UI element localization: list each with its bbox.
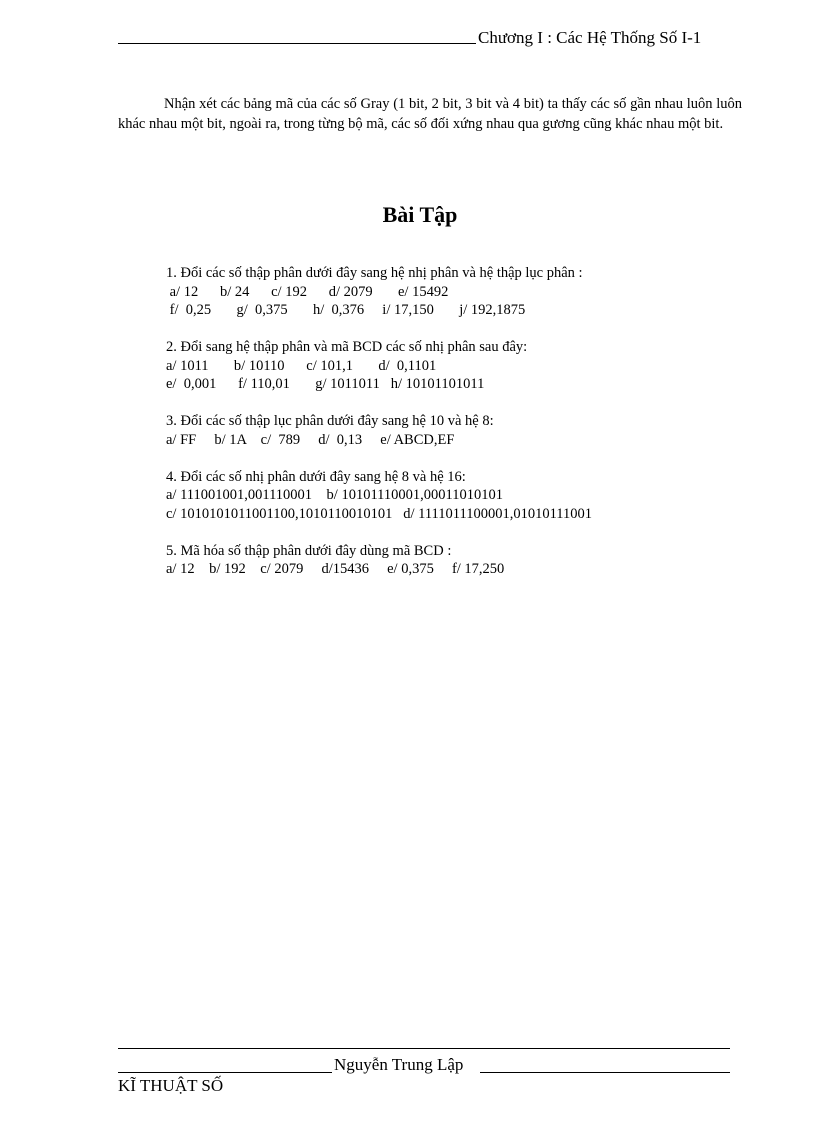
exercise-4: [166, 468, 766, 524]
intro-paragraph: Nhận xét các bảng mã của các số Gray (1 bit, 2 bit, 3 bit và 4 bit) ta thấy các số gần nhau luôn luôn khác nhau một bit, ngoài ra, trong từng bộ mã, các số đối xứng nhau qua gương cũng khác nhau một bit.: [118, 96, 742, 132]
exercise-list: [166, 264, 766, 597]
header-rule: [118, 43, 476, 44]
footer-rule-right: [480, 1072, 730, 1073]
header-title: Chương I : Các Hệ Thống Số I-1: [478, 28, 702, 47]
exercise-1: [166, 264, 766, 320]
exercise-prompt: 3. Đổi các số thập lục phân dưới đây sang hệ 10 và hệ 8:: [166, 413, 494, 429]
exercise-line: e/ 0,001 f/ 110,01 g/ 1011011 h/ 10101101011: [166, 376, 485, 392]
exercise-2: [166, 338, 766, 394]
exercise-line: c/ 1010101011001100,1010110010101 d/ 1111011100001,01010111001: [166, 505, 592, 522]
exercise-prompt: 1. Đổi các số thập phân dưới đây sang hệ nhị phân và hệ thập lục phân :: [166, 265, 583, 281]
exercise-line: a/ 1011 b/ 10110 c/ 101,1 d/ 0,1101: [166, 357, 437, 374]
exercise-prompt: 4. Đổi các số nhị phân dưới đây sang hệ 8 và hệ 16:: [166, 468, 466, 485]
footer-author: Nguyễn Trung Lập: [334, 1055, 464, 1074]
exercise-prompt: 5. Mã hóa số thập phân dưới đây dùng mã BCD :: [166, 542, 452, 559]
footer-rule: [118, 1048, 730, 1049]
footer-rule-left: [118, 1072, 332, 1073]
exercise-prompt: 2. Đổi sang hệ thập phân và mã BCD các số nhị phân sau đây:: [166, 339, 528, 355]
section-title: Bài Tập: [382, 202, 458, 227]
exercise-line: f/ 0,25 g/ 0,375 h/ 0,376 i/ 17,150 j/ 192,1875: [166, 302, 526, 318]
exercise-line: a/ 12 b/ 24 c/ 192 d/ 2079 e/ 15492: [166, 283, 449, 300]
page-header: [118, 26, 730, 50]
exercise-line: a/ FF b/ 1A c/ 789 d/ 0,13 e/ ABCD,EF: [166, 431, 455, 448]
exercise-5: [166, 542, 766, 579]
exercise-3: [166, 412, 766, 449]
exercise-line: a/ 12 b/ 192 c/ 2079 d/15436 e/ 0,375 f/ 17,250: [166, 561, 505, 577]
exercise-line: a/ 111001001,001110001 b/ 10101110001,00011010101: [166, 487, 503, 503]
footer-subject: KĨ THUẬT SỐ: [118, 1076, 224, 1095]
footer-author-line: [118, 1053, 730, 1077]
